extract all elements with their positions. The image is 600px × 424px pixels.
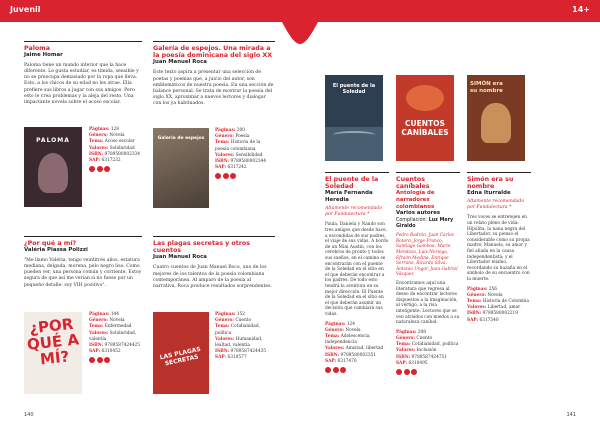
book-meta: Páginas: 144 Género: Novela Tema: Enfermedad Valores: Solidaridad, valentía ISBN: 9789587424425 SAP: 6310452 bbox=[89, 312, 143, 363]
book-synopsis: Paloma tiene un mundo interior que la hace diferente. Le gusta estudiar, es tímida, sensible y no se preocupa demasiado por la ropa que lleva. Esto, a los chicos de su edad no les atrae. Ella prefiere sus libros a jugar con sus amigos. Pero esto le crea problemas y la aleja del resto. Una impactante novela sobre el acoso escolar. bbox=[24, 63, 139, 105]
page-number-left: 140 bbox=[24, 412, 34, 418]
book-subtitle: Antología de narradores colombianos bbox=[396, 190, 435, 210]
rating-icon bbox=[104, 357, 110, 363]
book-cover[interactable]: El puente de la Soledad bbox=[325, 75, 383, 161]
book-entry-puente-soledad bbox=[325, 172, 389, 373]
book-title: Las plagas secretas y otros cuentos bbox=[153, 240, 250, 255]
book-entry-cuentos-canibales bbox=[396, 172, 460, 375]
book-title: Simón era su nombre bbox=[467, 176, 514, 191]
book-synopsis: Este texto aspira a presentar una selección de poetas y poemas que, a juicio del autor, son emblemáticos de nuestra poesía. En una sección de balance personal. Se trata de mostrar la poesía del siglo XX, aproximar a nuevos lectores y dialogar con los ya habituados. bbox=[153, 70, 274, 106]
divider bbox=[396, 172, 460, 173]
rating-icon bbox=[215, 173, 221, 179]
compiler: Compilación: Luz Mery Giraldo bbox=[396, 218, 454, 230]
book-cover[interactable]: PALOMA bbox=[24, 127, 82, 207]
book-meta: Páginas: 208 Género: Cuento Tema: Cotidianidad, política Valores: Inclusión ISBN: 9789587424751 SAP: 6310495 bbox=[396, 330, 460, 375]
divider bbox=[467, 172, 531, 173]
rating-icon bbox=[404, 369, 410, 375]
book-cover[interactable]: CUENTOS CANÍBALES bbox=[396, 75, 454, 161]
book-title: Cuentos caníbales bbox=[396, 176, 430, 191]
section-title: Juvenil bbox=[10, 5, 41, 14]
recommendation-note: Altamente recomendado por Fundalectura * bbox=[325, 206, 383, 218]
book-entry-paloma bbox=[24, 41, 142, 106]
book-cover[interactable]: ¿POR QUÉ A MÍ? bbox=[24, 312, 82, 394]
book-synopsis: Paula, Daniela y Nando son tres amigos que desde hace, a escondidas de sus padres, el viaje de sus vidas. A bordo de un Mini Austin, con los cerebros de pronto y todos sus sueños, en el camino se encontrarán con el puente de la Soledad en el sitio en el que deberán encontrar a los padres. De todo esto tendrá la aventura en su mejor dirección. El Puente de la Soledad en el sitio en el que deberán asumir un decisión que cambiará sus vidas. bbox=[325, 222, 389, 317]
divider bbox=[325, 172, 389, 173]
book-author: María Fernanda Heredia bbox=[325, 190, 373, 204]
rating-icon bbox=[340, 367, 346, 373]
book-entry-simon bbox=[467, 172, 531, 324]
rating-icon bbox=[333, 367, 339, 373]
book-cover[interactable]: Galería de espejos bbox=[153, 128, 209, 208]
book-synopsis: Tres voces se entretejen en un relato pleno de vida: Hipólita, la nana negra del Libertador, su pienso el considerable como su propia madre; Manuela, su amor y fiel aliada en la causa independentista; y el Libertador mismo, recordando su hazaña en el símbolo de su encuentro con la muerte. bbox=[467, 215, 530, 282]
age-badge: 14+ bbox=[572, 5, 590, 14]
book-entry-plagas-secretas bbox=[153, 236, 275, 290]
book-cover[interactable]: LAS PLAGAS SECRETAS bbox=[153, 312, 209, 394]
book-meta: Páginas: 124 Género: Novela Tema: Adolescencia, independencia Valores: Amistad, libertad ISBN: 9789580002351 SAP: 6317470 bbox=[325, 322, 389, 373]
book-author: Edna Iturralde bbox=[467, 190, 511, 197]
book-meta: Páginas: 128 Género: Novela Tema: Acoso escolar Valores: Solidaridad ISBN: 9789580002334 SAP: 6317232 bbox=[89, 127, 141, 172]
rating-icon bbox=[97, 357, 103, 363]
book-cover[interactable]: SIMÓN era su nombre bbox=[467, 75, 525, 161]
book-synopsis: Cuatro cuentos de Juan Manuel Roca, uno de los mejores de los talentos de la poesía colombiana contemporánea. Al amparo de la poesía al narrativa, Roca produce resultados sorprendentes. bbox=[153, 265, 272, 289]
book-entry-galeria bbox=[153, 41, 275, 107]
book-title: ¿Por qué a mí? bbox=[24, 240, 77, 247]
book-author: Valéria Piassa Polizzi bbox=[24, 247, 88, 254]
book-author: Juan Manuel Roca bbox=[153, 254, 207, 261]
book-author: Juan Manuel Roca bbox=[153, 59, 207, 66]
contributors: Pedro Badrán, Juan Carlos Botero, Jorge Franco, Santiago Gamboa, Mario Mendoza, Luis Noriega, Efraim Medina, Enrique Serrano, Ricardo Silva, Antonio Ungar, Juan Gabriel Vásquez bbox=[396, 233, 458, 278]
book-title: El puente de la Soledad bbox=[325, 176, 379, 191]
rating-icon bbox=[325, 367, 331, 373]
rating-icon bbox=[97, 166, 103, 172]
rating-icon bbox=[89, 357, 95, 363]
book-meta: Páginas: 200 Género: Poesía Tema: Historia de la poesía colombiana Valores: Sensibilidad ISBN: 9789580002344 SAP: 6317242 bbox=[215, 128, 275, 179]
rating-icon bbox=[396, 369, 402, 375]
divider bbox=[24, 236, 142, 237]
divider bbox=[153, 41, 275, 42]
book-synopsis: "Me llamo Valéria, tengo veintitrés años, estatura mediana, delgada, morena, pelo negro liso. Como pueden ver, una persona común y corriente. Estoy segura de que así me verían si no fuese por un pequeño detalle: soy VIH positivo". bbox=[24, 258, 142, 288]
rating-icon bbox=[89, 166, 95, 172]
book-author: Jaime Homar bbox=[24, 52, 63, 59]
rating-icon bbox=[230, 173, 236, 179]
divider bbox=[153, 236, 275, 237]
divider bbox=[24, 41, 142, 42]
book-title: Paloma bbox=[24, 45, 50, 52]
rating-icon bbox=[411, 369, 417, 375]
book-meta: Páginas: 256 Género: Novela Tema: Historia de Colombia Valores: Libertad, amor ISBN: 9789580002219 SAP: 6317540 bbox=[467, 286, 529, 323]
recommendation-note: Altamente recomendado por Fundalectura * bbox=[467, 199, 525, 211]
book-synopsis: Encontramos aquí una literatura que regresa al deseo de encontrar lectores dispuestos a la imaginación, al vértigo, a la risa inteligente. Lectores que se ven atraídos con miedos a su naturaleza caníbal. bbox=[396, 280, 460, 326]
page-number-right: 141 bbox=[566, 412, 576, 418]
rating-icon bbox=[104, 166, 110, 172]
book-author: Varios autores bbox=[396, 210, 441, 217]
header-notch bbox=[264, 0, 336, 44]
book-entry-por-que-a-mi bbox=[24, 236, 142, 289]
book-title: Galería de espejos. Una mirada a la poesía dominicana del siglo XX bbox=[153, 45, 273, 60]
rating-icon bbox=[223, 173, 229, 179]
book-meta: Páginas: 152 Género: Cuento Tema: Cotidianidad, política Valores: Humanidad, lealtad, valentía ISBN: 9789587424435 SAP: 6310577 bbox=[215, 312, 267, 361]
